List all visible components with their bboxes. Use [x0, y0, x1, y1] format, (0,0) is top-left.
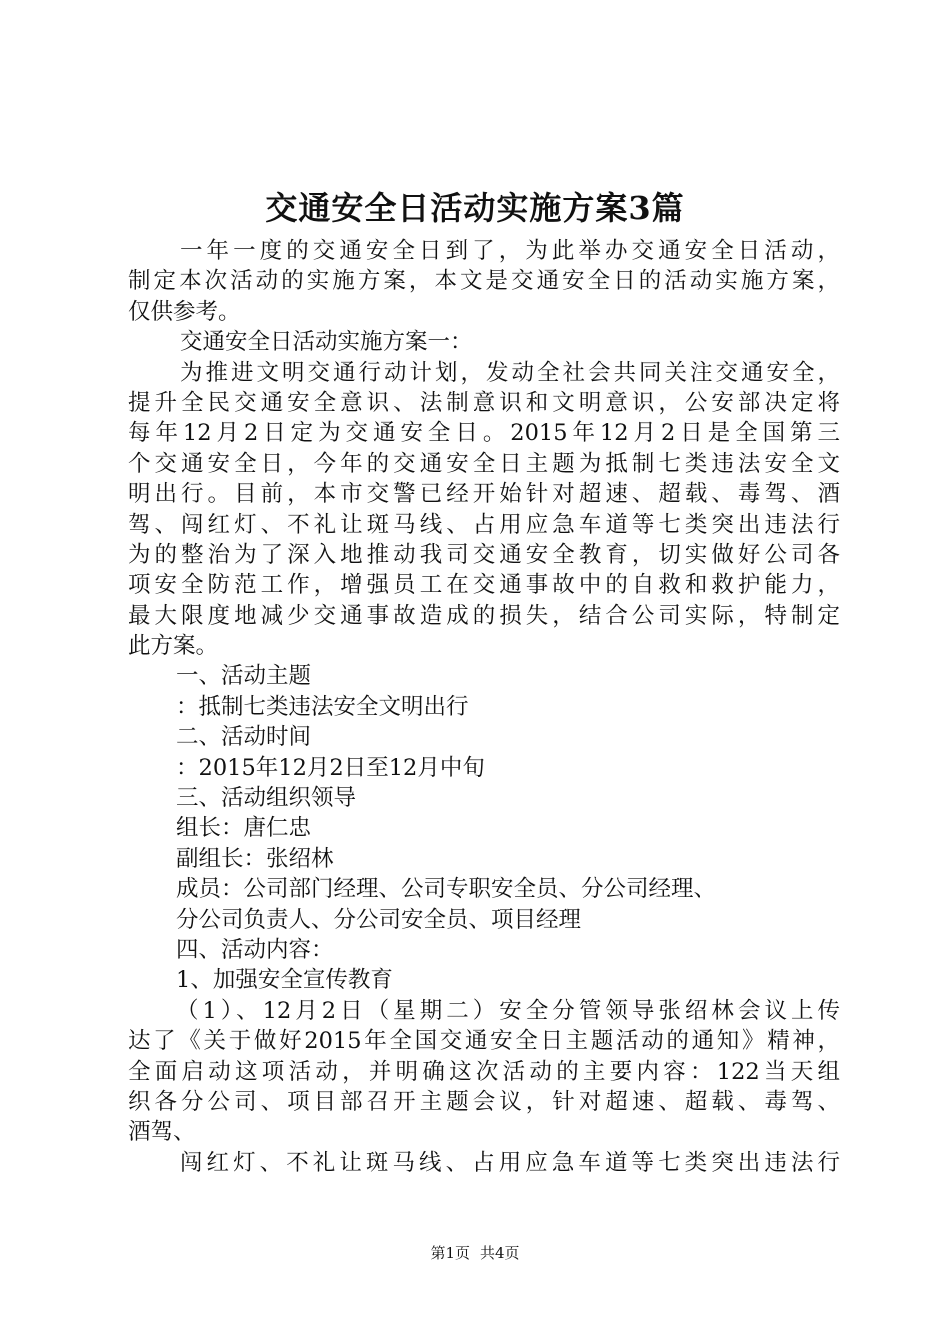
paragraph-line: 最大限度地减少交通事故造成的损失，结合公司实际，特制定	[128, 602, 840, 629]
section-heading: 1、加强安全宣传教育	[176, 967, 393, 994]
paragraph-line: 一年一度的交通安全日到了，为此举办交通安全日活动，	[180, 238, 840, 264]
paragraph-line: 提升全民交通安全意识、法制意识和文明意识，公安部决定将	[128, 389, 840, 416]
paragraph-line: 驾、闯红灯、不礼让斑马线、占用应急车道等七类突出违法行	[128, 511, 840, 538]
paragraph-line: 为推进文明交通行动计划，发动全社会共同关注交通安全，	[180, 359, 840, 386]
paragraph-line: 仅供参考。	[128, 298, 241, 325]
paragraph-line: 项安全防范工作，增强员工在交通事故中的自救和救护能力，	[128, 572, 840, 599]
paragraph-line: 为的整治为了深入地推动我司交通安全教育，切实做好公司各	[128, 541, 840, 568]
paragraph-line: 个交通安全日，今年的交通安全日主题为抵制七类违法安全文	[128, 450, 840, 477]
paragraph-line: ：2015年12月2日至12月中旬	[176, 754, 485, 781]
paragraph-line: 闯红灯、不礼让斑马线、占用应急车道等七类突出违法行	[180, 1149, 840, 1176]
page-footer	[0, 1242, 950, 1264]
section-heading: 四、活动内容：	[176, 936, 334, 963]
section-heading: 一、活动主题	[176, 663, 312, 690]
paragraph-line: 组长：唐仁忠	[176, 815, 312, 842]
paragraph-line: 此方案。	[128, 633, 219, 660]
paragraph-line: 达了《关于做好2015年全国交通安全日主题活动的通知》精神，	[128, 1028, 840, 1055]
section-heading: 三、活动组织领导	[176, 785, 357, 812]
paragraph-line: 副组长：张绍林	[176, 845, 334, 872]
paragraph-line: 织各分公司、项目部召开主题会议，针对超速、超载、毒驾、	[128, 1088, 840, 1115]
paragraph-line: 酒驾、	[128, 1119, 196, 1146]
section-heading: 二、活动时间	[176, 724, 312, 751]
document-body	[128, 236, 840, 1178]
paragraph-line: 成员：公司部门经理、公司专职安全员、分公司经理、	[176, 876, 717, 903]
document-title: 交通安全日活动实施方案3篇	[265, 189, 685, 227]
page-number: 第1页	[430, 1244, 470, 1262]
paragraph-line: 全面启动这项活动，并明确这次活动的主要内容：122当天组	[128, 1058, 840, 1085]
paragraph-line: 每年12月2日定为交通安全日。2015年12月2日是全国第三	[128, 420, 840, 447]
section-heading: 交通安全日活动实施方案一：	[180, 329, 473, 356]
paragraph-line: 明出行。目前，本市交警已经开始针对超速、超载、毒驾、酒	[128, 481, 840, 508]
total-pages: 共4页	[480, 1244, 520, 1262]
paragraph-line: （1）、12月2日（星期二）安全分管领导张绍林会议上传	[176, 997, 840, 1024]
paragraph-line: ：抵制七类违法安全文明出行	[176, 693, 469, 720]
paragraph-line: 制定本次活动的实施方案，本文是交通安全日的活动实施方案，	[128, 268, 840, 295]
paragraph-line: 分公司负责人、分公司安全员、项目经理	[176, 906, 582, 933]
